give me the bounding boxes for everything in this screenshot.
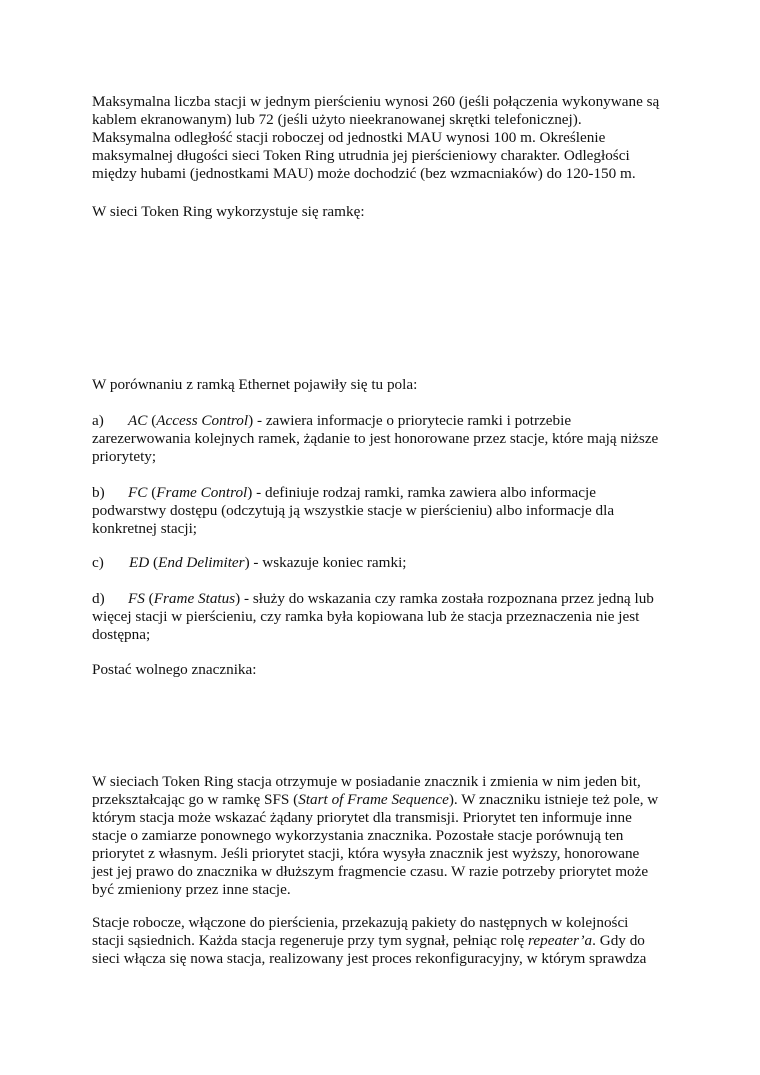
- field-description: ) - służy do wskazania czy ramka została rozpoznana przez jedną lub: [235, 590, 654, 607]
- field-abbr: AC: [128, 412, 148, 429]
- list-marker: b): [92, 484, 105, 501]
- text-line: więcej stacji w pierścieniu, czy ramka była kopiowana lub że stacja przeznaczenia nie jest: [92, 608, 640, 625]
- text-line: dostępna;: [92, 626, 151, 643]
- field-description: ) - zawiera informacje o priorytecie ramki i potrzebie: [248, 412, 572, 429]
- token-intro: Postać wolnego znacznika:: [92, 661, 257, 678]
- field-full-name: Frame Control: [156, 484, 248, 501]
- text-line: podwarstwy dostępu (odczytują ją wszystkie stacje w pierścieniu) albo informacje dla: [92, 502, 615, 519]
- field-item-ac: a) AC (Access Control) - zawiera informacje o priorytecie ramki i potrzebie zarezerwowania kolejnych ramek, żądanie to jest honorowane przez stacje, które mają niższe priorytety;: [92, 412, 672, 466]
- text-line: sieci włącza się nowa stacja, realizowany jest proces rekonfiguracyjny, w którym sprawdza: [92, 950, 647, 967]
- text-line: priorytet z własnym. Jeśli priorytet stacji, która wysyła znacznik jest wyższy, honorowane: [92, 845, 640, 862]
- italic-term: repeater’a: [528, 932, 593, 949]
- paragraph-stations: [92, 914, 672, 968]
- text-line: między hubami (jednostkami MAU) może dochodzić (bez wzmacniaków) do 120-150 m.: [92, 165, 636, 182]
- field-full-name: Access Control: [156, 412, 249, 429]
- text-line: Stacje robocze, włączone do pierścienia, przekazują pakiety do następnych w kolejności: [92, 914, 629, 931]
- text-line: maksymalnej długości sieci Token Ring utrudnia jej pierścieniowy charakter. Odległości: [92, 147, 630, 164]
- text-line: jest jej prawo do znacznika w dłuższym fragmencie czasu. W razie potrzeby priorytet może: [92, 863, 649, 880]
- text-line: zarezerwowania kolejnych ramek, żądanie to jest honorowane przez stacje, które mają niższe: [92, 430, 659, 447]
- comparison-intro: W porównaniu z ramką Ethernet pojawiły się tu pola:: [92, 376, 418, 393]
- paragraph-station-limits: [92, 93, 672, 183]
- field-full-name: Frame Status: [153, 590, 236, 607]
- text-line: Maksymalna odległość stacji roboczej od jednostki MAU wynosi 100 m. Określenie: [92, 129, 606, 146]
- field-item-fc: b) FC (Frame Control) - definiuje rodzaj ramki, ramka zawiera albo informacje podwarstwy dostępu (odczytują ją wszystkie stacje w pierścieniu) albo informacje dla konkretnej stacji;: [92, 484, 672, 538]
- text-line: W sieciach Token Ring stacja otrzymuje w posiadanie znacznik i zmienia w nim jeden bit,: [92, 773, 641, 790]
- text-line: być zmieniony przez inne stacje.: [92, 881, 291, 898]
- italic-term: Start of Frame Sequence: [298, 791, 449, 808]
- field-abbr: FS: [128, 590, 145, 607]
- text-line: stacji sąsiednich. Każda stacja regeneruje przy tym sygnał, pełniąc rolę repeater’a. Gdy do: [92, 932, 645, 949]
- list-marker: a): [92, 412, 104, 429]
- text-line: konkretnej stacji;: [92, 520, 198, 537]
- field-description: ) - definiuje rodzaj ramki, ramka zawiera albo informacje: [247, 484, 596, 501]
- text-line: stacje o zamiarze ponownego wykorzystania znacznika. Pozostałe stacje porównują ten: [92, 827, 624, 844]
- field-item-ed: c) ED (End Delimiter) - wskazuje koniec ramki;: [92, 554, 407, 571]
- list-marker: d): [92, 590, 105, 607]
- text-line: Maksymalna liczba stacji w jednym pierścieniu wynosi 260 (jeśli połączenia wykonywane są: [92, 93, 660, 110]
- field-abbr: ED: [129, 554, 150, 571]
- text-line: priorytety;: [92, 448, 157, 465]
- list-marker: c): [92, 554, 104, 571]
- text-line: kablem ekranowanym) lub 72 (jeśli użyto nieekranowanej skrętki telefonicznej).: [92, 111, 582, 128]
- field-item-fs: d) FS (Frame Status) - służy do wskazania czy ramka została rozpoznana przez jedną lub więcej stacji w pierścieniu, czy ramka była kopiowana lub że stacja przeznaczenia nie jest dostępna;: [92, 590, 672, 644]
- text-line: przekształcając go w ramkę SFS (Start of Frame Sequence). W znaczniku istnieje też pole, w: [92, 791, 659, 808]
- field-abbr: FC: [128, 484, 148, 501]
- text-line: którym stacja może wskazać żądany priorytet dla transmisji. Priorytet ten informuje inne: [92, 809, 632, 826]
- frame-intro: W sieci Token Ring wykorzystuje się ramkę:: [92, 203, 365, 220]
- field-description: ) - wskazuje koniec ramki;: [244, 554, 407, 571]
- paragraph-token-ring: [92, 773, 672, 899]
- field-full-name: End Delimiter: [158, 554, 245, 571]
